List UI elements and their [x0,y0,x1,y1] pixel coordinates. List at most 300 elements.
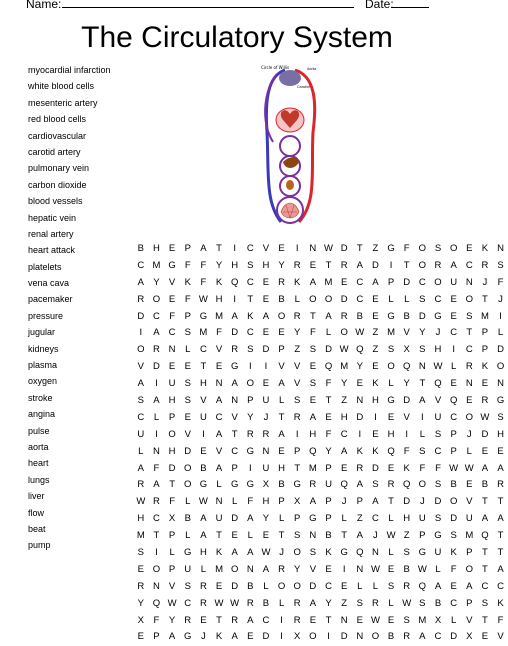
grid-letter[interactable]: S [419,344,426,356]
grid-letter[interactable]: H [434,344,442,356]
grid-letter[interactable]: C [184,597,192,609]
grid-letter[interactable]: Z [372,344,379,356]
grid-letter[interactable]: R [153,344,160,356]
grid-letter[interactable]: R [246,428,254,440]
grid-letter[interactable]: U [434,411,442,423]
grid-letter[interactable]: A [419,631,426,643]
grid-letter[interactable]: I [452,344,455,356]
grid-letter[interactable]: F [200,276,207,288]
grid-letter[interactable]: O [465,411,473,423]
grid-letter[interactable]: N [309,530,317,542]
grid-letter[interactable]: E [278,327,285,339]
grid-letter[interactable]: C [450,597,458,609]
grid-letter[interactable]: H [215,293,223,305]
grid-letter[interactable]: S [419,293,426,305]
grid-letter[interactable]: I [342,563,346,575]
grid-letter[interactable]: N [465,276,473,288]
grid-letter[interactable]: A [247,614,254,626]
grid-letter[interactable]: C [246,327,254,339]
grid-letter[interactable]: C [137,259,145,271]
grid-letter[interactable]: I [248,361,252,373]
grid-letter[interactable]: S [403,614,410,626]
grid-letter[interactable]: U [215,513,223,525]
grid-letter[interactable]: E [372,310,379,322]
grid-letter[interactable]: E [356,614,363,626]
grid-letter[interactable]: L [466,445,472,457]
grid-letter[interactable]: O [418,259,427,271]
grid-letter[interactable]: V [434,395,442,407]
grid-letter[interactable]: S [387,580,395,592]
grid-letter[interactable]: A [153,327,160,339]
grid-letter[interactable]: P [184,243,191,254]
grid-letter[interactable]: P [294,445,301,457]
grid-letter[interactable]: S [387,344,395,356]
grid-letter[interactable]: S [247,344,254,356]
grid-letter[interactable]: C [450,411,458,423]
grid-letter[interactable]: V [262,243,270,254]
grid-letter[interactable]: H [371,395,379,407]
grid-letter[interactable]: E [168,243,176,254]
grid-letter[interactable]: D [403,496,411,508]
grid-letter[interactable]: D [231,327,239,339]
grid-letter[interactable]: O [293,580,301,592]
grid-letter[interactable]: N [497,243,504,254]
grid-letter[interactable]: A [309,411,317,423]
grid-letter[interactable]: B [356,310,363,322]
grid-letter[interactable]: S [450,530,457,542]
grid-letter[interactable]: D [356,411,364,423]
grid-letter[interactable]: F [216,327,222,339]
grid-letter[interactable]: S [419,445,426,457]
grid-letter[interactable]: D [403,395,411,407]
grid-letter[interactable]: A [309,597,317,609]
grid-letter[interactable]: S [434,243,442,254]
grid-letter[interactable]: K [184,276,191,288]
grid-letter[interactable]: Y [294,563,301,575]
grid-letter[interactable]: T [325,395,332,407]
grid-letter[interactable]: F [169,496,175,508]
grid-letter[interactable]: M [324,276,333,288]
grid-letter[interactable]: E [481,445,489,457]
grid-letter[interactable]: N [356,631,364,643]
grid-letter[interactable]: Q [449,395,458,407]
grid-letter[interactable]: Y [356,361,363,373]
grid-letter[interactable]: C [434,631,442,643]
grid-letter[interactable]: U [450,276,458,288]
grid-letter[interactable]: Q [387,445,395,457]
grid-letter[interactable]: G [387,395,395,407]
grid-letter[interactable]: Z [341,395,348,407]
grid-letter[interactable]: E [309,614,317,626]
grid-letter[interactable]: F [184,293,191,305]
grid-letter[interactable]: W [214,597,224,609]
grid-letter[interactable]: F [325,378,332,390]
grid-letter[interactable]: L [419,428,425,440]
grid-letter[interactable]: S [309,344,317,356]
grid-letter[interactable]: X [434,614,442,626]
grid-letter[interactable]: R [481,395,489,407]
grid-letter[interactable]: O [449,243,458,254]
grid-letter[interactable]: G [434,530,442,542]
grid-letter[interactable]: P [168,530,176,542]
grid-letter[interactable]: E [325,563,332,575]
grid-letter[interactable]: L [388,547,394,559]
grid-letter[interactable]: C [215,411,223,423]
grid-letter[interactable]: E [184,411,191,423]
grid-letter[interactable]: D [325,344,332,356]
grid-letter[interactable]: R [403,580,411,592]
grid-letter[interactable]: R [278,276,286,288]
grid-letter[interactable]: Z [341,597,348,609]
grid-letter[interactable]: S [419,597,426,609]
grid-letter[interactable]: T [341,530,348,542]
grid-letter[interactable]: L [138,445,144,457]
grid-letter[interactable]: D [137,310,145,322]
grid-letter[interactable]: T [419,378,426,390]
grid-letter[interactable]: S [481,597,489,609]
grid-letter[interactable]: X [466,631,473,643]
grid-letter[interactable]: K [215,631,223,643]
grid-letter[interactable]: E [184,361,191,373]
grid-letter[interactable]: F [497,276,504,288]
grid-letter[interactable]: O [168,428,176,440]
grid-letter[interactable]: L [200,563,207,575]
grid-letter[interactable]: E [278,445,285,457]
grid-letter[interactable]: A [450,259,457,271]
grid-letter[interactable]: M [480,310,489,322]
grid-letter[interactable]: S [403,547,410,559]
grid-letter[interactable]: V [278,361,285,373]
grid-letter[interactable]: C [418,276,426,288]
grid-letter[interactable]: T [497,496,504,508]
grid-letter[interactable]: C [153,513,160,525]
grid-letter[interactable]: T [356,243,363,254]
grid-letter[interactable]: A [372,276,379,288]
grid-letter[interactable]: A [278,428,285,440]
grid-letter[interactable]: A [372,496,379,508]
grid-letter[interactable]: U [418,513,426,525]
grid-letter[interactable]: E [356,378,363,390]
grid-letter[interactable]: V [294,378,301,390]
grid-letter[interactable]: S [309,547,317,559]
grid-letter[interactable]: T [403,259,410,271]
grid-letter[interactable]: O [449,496,458,508]
grid-letter[interactable]: T [482,496,488,508]
grid-letter[interactable]: J [341,496,347,508]
grid-letter[interactable]: W [230,597,240,609]
grid-letter[interactable]: E [247,631,254,643]
grid-letter[interactable]: C [340,428,348,440]
grid-letter[interactable]: C [481,580,489,592]
grid-letter[interactable]: B [450,479,457,491]
grid-letter[interactable]: I [280,631,283,643]
grid-letter[interactable]: R [231,614,239,626]
grid-letter[interactable]: E [309,259,317,271]
grid-letter[interactable]: I [155,378,158,390]
grid-letter[interactable]: O [496,361,505,373]
grid-letter[interactable]: T [325,259,332,271]
grid-letter[interactable]: S [294,395,301,407]
grid-letter[interactable]: I [202,428,205,440]
grid-letter[interactable]: W [402,597,412,609]
grid-letter[interactable]: E [278,243,285,254]
grid-letter[interactable]: A [231,547,238,559]
grid-letter[interactable]: A [200,530,207,542]
grid-letter[interactable]: P [387,276,395,288]
grid-letter[interactable]: L [185,496,191,508]
grid-letter[interactable]: J [201,631,206,643]
grid-letter[interactable]: R [403,631,411,643]
grid-letter[interactable]: F [325,428,332,440]
grid-letter[interactable]: I [139,327,143,339]
grid-letter[interactable]: L [325,327,332,339]
grid-letter[interactable]: F [169,310,175,322]
grid-letter[interactable]: M [199,327,208,339]
grid-letter[interactable]: S [372,479,379,491]
grid-letter[interactable]: L [247,530,253,542]
grid-letter[interactable]: L [185,530,191,542]
grid-letter[interactable]: J [482,276,488,288]
grid-letter[interactable]: G [199,310,208,322]
grid-letter[interactable]: N [340,614,348,626]
grid-letter[interactable]: X [262,479,270,491]
grid-letter[interactable]: A [278,378,285,390]
grid-letter[interactable]: D [231,513,239,525]
grid-letter[interactable]: A [356,530,363,542]
grid-letter[interactable]: N [215,378,223,390]
grid-letter[interactable]: S [497,411,504,423]
grid-letter[interactable]: B [481,479,489,491]
grid-letter[interactable]: O [324,293,333,305]
grid-letter[interactable]: G [293,479,301,491]
grid-letter[interactable]: K [481,243,489,254]
grid-letter[interactable]: I [264,361,268,373]
grid-letter[interactable]: V [309,563,317,575]
grid-letter[interactable]: K [247,310,254,322]
grid-letter[interactable]: C [231,445,239,457]
grid-letter[interactable]: U [262,395,270,407]
grid-letter[interactable]: N [309,243,317,254]
grid-letter[interactable]: Q [356,547,364,559]
grid-letter[interactable]: B [278,479,285,491]
grid-letter[interactable]: X [294,631,301,643]
grid-letter[interactable]: Q [356,344,364,356]
grid-letter[interactable]: J [419,496,425,508]
grid-letter[interactable]: E [466,479,473,491]
grid-letter[interactable]: R [293,597,301,609]
grid-letter[interactable]: W [136,496,146,508]
grid-letter[interactable]: Z [356,513,363,525]
grid-letter[interactable]: P [278,496,285,508]
grid-letter[interactable]: Y [340,378,348,390]
grid-letter[interactable]: N [356,395,364,407]
grid-letter[interactable]: A [137,378,144,390]
date-field[interactable] [391,7,429,8]
grid-letter[interactable]: O [465,563,473,575]
grid-letter[interactable]: E [262,276,270,288]
grid-letter[interactable]: X [168,513,176,525]
grid-letter[interactable]: T [294,462,301,474]
grid-letter[interactable]: E [340,580,348,592]
grid-letter[interactable]: F [153,614,160,626]
grid-letter[interactable]: C [137,411,145,423]
grid-letter[interactable]: D [262,631,270,643]
grid-letter[interactable]: L [216,479,222,491]
grid-letter[interactable]: E [466,243,473,254]
grid-letter[interactable]: W [417,563,427,575]
grid-letter[interactable]: A [153,479,160,491]
grid-letter[interactable]: A [231,378,238,390]
grid-letter[interactable]: T [482,563,488,575]
grid-letter[interactable]: Q [418,580,427,592]
grid-letter[interactable]: D [153,361,160,373]
grid-letter[interactable]: U [325,479,332,491]
grid-letter[interactable]: G [387,243,395,254]
grid-letter[interactable]: L [372,580,379,592]
grid-letter[interactable]: H [262,259,270,271]
grid-letter[interactable]: G [184,631,192,643]
grid-letter[interactable]: W [261,547,271,559]
grid-letter[interactable]: G [340,547,348,559]
grid-letter[interactable]: T [497,547,504,559]
grid-letter[interactable]: B [434,597,442,609]
grid-letter[interactable]: G [387,310,395,322]
grid-letter[interactable]: C [356,293,364,305]
grid-letter[interactable]: R [137,479,145,491]
grid-letter[interactable]: R [199,580,207,592]
grid-letter[interactable]: E [215,361,223,373]
grid-letter[interactable]: R [340,259,348,271]
grid-letter[interactable]: E [340,462,348,474]
grid-letter[interactable]: Q [152,597,161,609]
grid-letter[interactable]: P [168,563,176,575]
grid-letter[interactable]: Y [294,327,301,339]
grid-letter[interactable]: L [278,395,285,407]
grid-letter[interactable]: Y [215,259,223,271]
grid-letter[interactable]: T [482,293,488,305]
grid-letter[interactable]: H [497,428,504,440]
grid-letter[interactable]: Z [403,530,410,542]
grid-letter[interactable]: S [137,395,144,407]
grid-letter[interactable]: A [231,310,238,322]
grid-letter[interactable]: Y [247,411,254,423]
grid-letter[interactable]: N [153,445,160,457]
grid-letter[interactable]: P [278,344,285,356]
grid-letter[interactable]: O [230,563,239,575]
grid-letter[interactable]: H [137,513,145,525]
grid-letter[interactable]: N [153,580,160,592]
grid-letter[interactable]: K [372,445,379,457]
grid-letter[interactable]: P [153,631,160,643]
grid-letter[interactable]: V [497,631,504,643]
grid-letter[interactable]: S [184,395,191,407]
grid-letter[interactable]: P [294,513,301,525]
grid-letter[interactable]: A [200,243,207,254]
grid-letter[interactable]: W [464,462,474,474]
grid-letter[interactable]: E [450,310,457,322]
grid-letter[interactable]: K [372,378,379,390]
grid-letter[interactable]: A [419,395,426,407]
grid-letter[interactable]: B [403,310,410,322]
grid-letter[interactable]: P [450,428,457,440]
grid-letter[interactable]: T [278,411,285,423]
grid-letter[interactable]: D [434,496,442,508]
grid-letter[interactable]: P [247,395,254,407]
grid-letter[interactable]: O [418,479,427,491]
grid-letter[interactable]: E [262,327,270,339]
grid-letter[interactable]: A [356,259,363,271]
grid-letter[interactable]: E [481,631,489,643]
grid-letter[interactable]: Q [324,361,333,373]
grid-letter[interactable]: J [466,428,472,440]
grid-letter[interactable]: I [405,428,409,440]
grid-letter[interactable]: T [325,614,332,626]
grid-letter[interactable]: K [325,547,332,559]
grid-letter[interactable]: O [152,563,161,575]
grid-letter[interactable]: B [387,631,395,643]
grid-letter[interactable]: I [358,428,362,440]
grid-letter[interactable]: S [184,580,191,592]
grid-letter[interactable]: D [231,580,239,592]
grid-letter[interactable]: L [388,597,394,609]
grid-letter[interactable]: U [434,547,442,559]
grid-letter[interactable]: S [434,513,442,525]
grid-letter[interactable]: E [262,530,270,542]
grid-letter[interactable]: T [497,530,504,542]
grid-letter[interactable]: W [370,563,380,575]
grid-letter[interactable]: R [262,428,270,440]
grid-letter[interactable]: S [309,378,317,390]
grid-letter[interactable]: M [465,530,474,542]
grid-letter[interactable]: D [450,513,458,525]
grid-letter[interactable]: R [199,597,207,609]
grid-letter[interactable]: E [262,378,270,390]
grid-letter[interactable]: E [450,293,457,305]
grid-letter[interactable]: P [356,496,363,508]
grid-letter[interactable]: K [481,361,489,373]
grid-letter[interactable]: E [262,293,270,305]
grid-letter[interactable]: N [246,563,254,575]
grid-letter[interactable]: H [153,243,160,254]
grid-letter[interactable]: P [450,445,457,457]
grid-letter[interactable]: O [277,310,286,322]
grid-letter[interactable]: R [371,597,379,609]
grid-letter[interactable]: V [168,580,176,592]
grid-letter[interactable]: N [168,344,176,356]
grid-letter[interactable]: P [481,344,489,356]
grid-letter[interactable]: L [341,513,347,525]
grid-letter[interactable]: E [450,378,457,390]
grid-letter[interactable]: W [167,597,177,609]
grid-letter[interactable]: H [199,378,207,390]
grid-letter[interactable]: T [482,547,488,559]
grid-letter[interactable]: W [324,243,333,254]
grid-letter[interactable]: Z [372,327,379,339]
grid-letter[interactable]: C [168,327,176,339]
grid-letter[interactable]: G [434,310,442,322]
grid-letter[interactable]: O [293,547,301,559]
grid-letter[interactable]: C [465,259,473,271]
grid-letter[interactable]: A [497,563,504,575]
grid-letter[interactable]: N [231,395,239,407]
grid-letter[interactable]: Q [403,479,411,491]
grid-letter[interactable]: T [466,327,473,339]
grid-letter[interactable]: F [497,614,504,626]
grid-letter[interactable]: P [184,310,191,322]
grid-letter[interactable]: H [168,395,176,407]
grid-letter[interactable]: R [465,361,473,373]
grid-letter[interactable]: U [184,563,192,575]
